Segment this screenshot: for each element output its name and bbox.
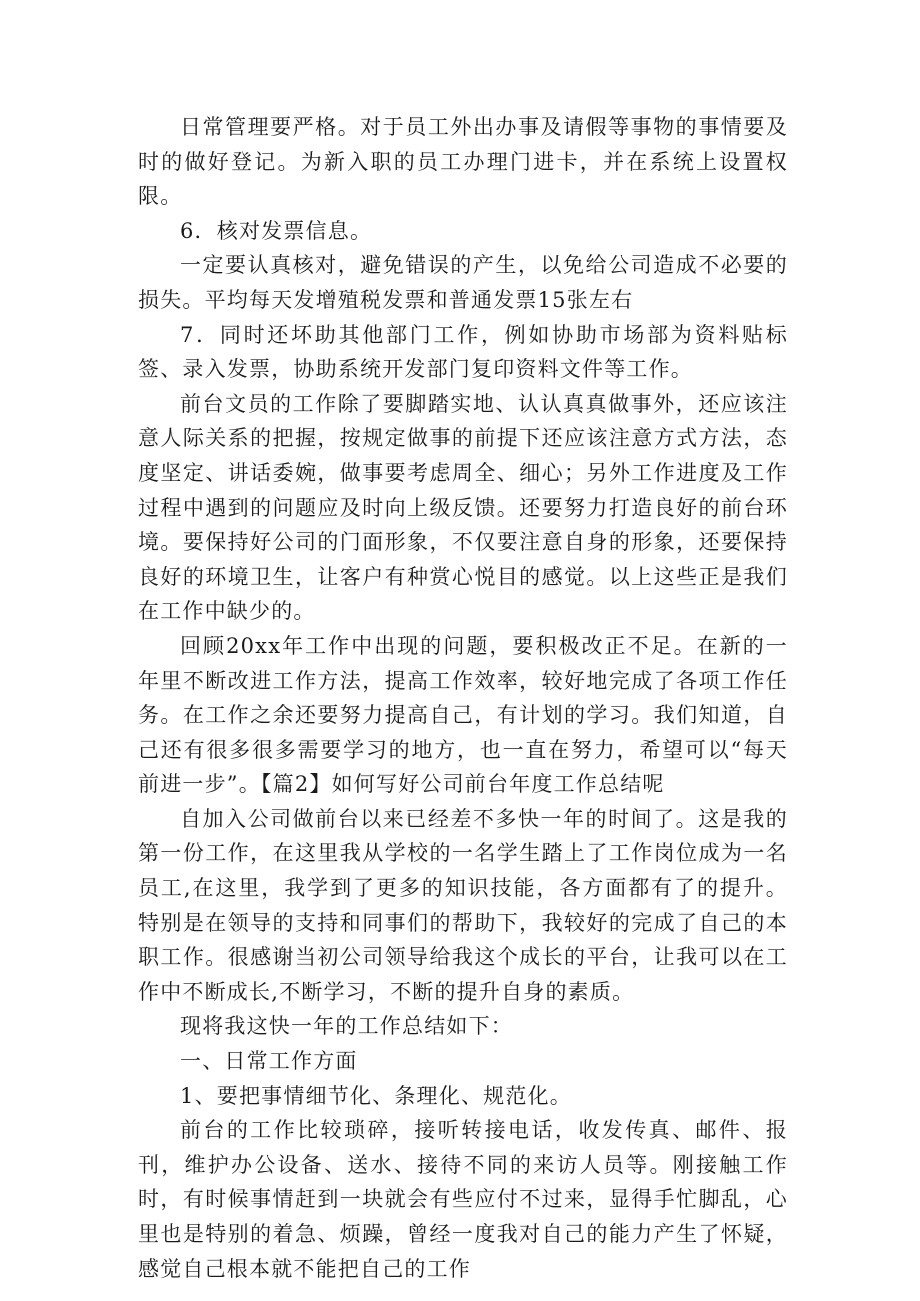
- paragraph-summary-lead: 现将我这快一年的工作总结如下：: [180, 1014, 513, 1039]
- paragraph-introduction: 自加入公司做前台以来已经差不多快一年的时间了。这是我的第一份工作，在这里我从学校的一名学生踏上了工作岗位成为一名员工,在这里，我学到了更多的知识技能，各方面都有了的提升。特别是在领导的支持和同事们的帮助下，我较好的完成了自己的本职工作。很感谢当初公司领导给我这个成长的平台，让我可以在工作中不断成长,不断学习，不断的提升自身的素质。: [138, 806, 788, 1004]
- paragraph-daily-management: 日常管理要严格。对于员工外出办事及请假等事物的事情要及时的做好登记。为新入职的员工办理门进卡，并在系统上设置权限。: [138, 115, 788, 209]
- paragraph-front-desk-tasks: 前台的工作比较琐碎，接听转接电话，收发传真、邮件、报刊，维护办公设备、送水、接待不同的来访人员等。刚接触工作时，有时候事情赶到一块就会有些应付不过来，显得手忙脚乱，心里也是特别的着急、烦躁，曾经一度我对自己的能力产生了怀疑，感觉自己根本就不能把自己的工作: [138, 1118, 788, 1281]
- paragraph-item-7: 7．同时还坏助其他部门工作，例如协助市场部为资料贴标签、录入发票，协助系统开发部门复印资料文件等工作。: [138, 322, 788, 382]
- section-heading-daily-work: 一、日常工作方面: [180, 1049, 358, 1074]
- paragraph-review: 回顾20xx年工作中出现的问题，要积极改正不足。在新的一年里不断改进工作方法，提高工作效率，较好地完成了各项工作任务。在工作之余还要努力提高自己，有计划的学习。我们知道，自己还有很多很多需要学习的地方，也一直在努力，希望可以“每天前进一步”。【篇2】如何写好公司前台年度工作总结呢: [138, 633, 788, 797]
- paragraph-item-6-heading: 6．核对发票信息。: [180, 218, 373, 243]
- paragraph-invoice-check: 一定要认真核对，避免错误的产生，以免给公司造成不必要的损失。平均每天发增殖税发票和普通发票15张左右: [138, 253, 788, 312]
- subheading-item-1: 1、要把事情细节化、条理化、规范化。: [180, 1083, 572, 1108]
- document-page: [138, 110, 788, 1286]
- paragraph-front-desk-duties: 前台文员的工作除了要脚踏实地、认认真真做事外，还应该注意人际关系的把握，按规定做事的前提下还应该注意方式方法，态度坚定、讲话委婉，做事要考虑周全、细心；另外工作进度及工作过程中遇到的问题应及时向上级反馈。还要努力打造良好的前台环境。要保持好公司的门面形象，不仅要注意自身的形象，还要保持良好的环境卫生，让客户有种赏心悦目的感觉。以上这些正是我们在工作中缺少的。: [138, 391, 788, 624]
